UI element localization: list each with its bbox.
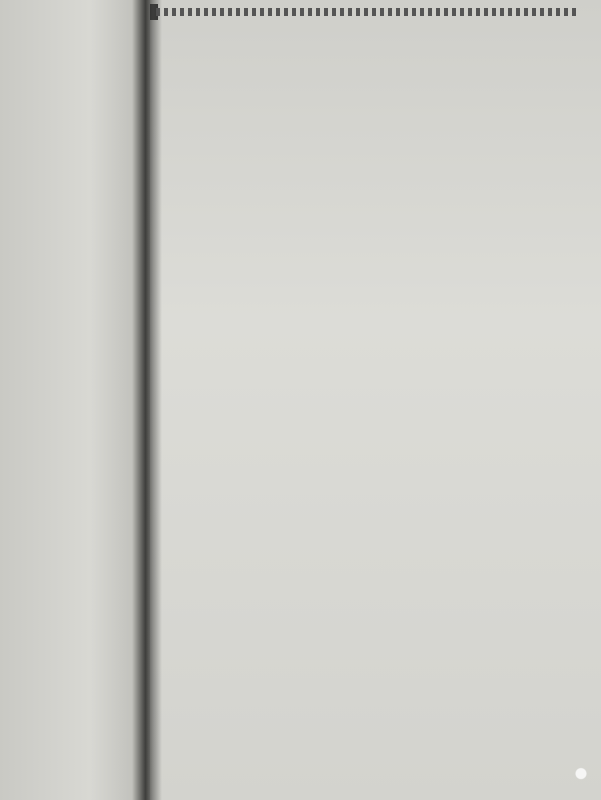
ornament-line — [156, 8, 576, 16]
right-page — [150, 0, 601, 800]
watermark-logo-icon — [573, 767, 589, 789]
book-gutter — [132, 0, 162, 800]
watermark — [573, 766, 591, 792]
left-page — [0, 0, 150, 800]
